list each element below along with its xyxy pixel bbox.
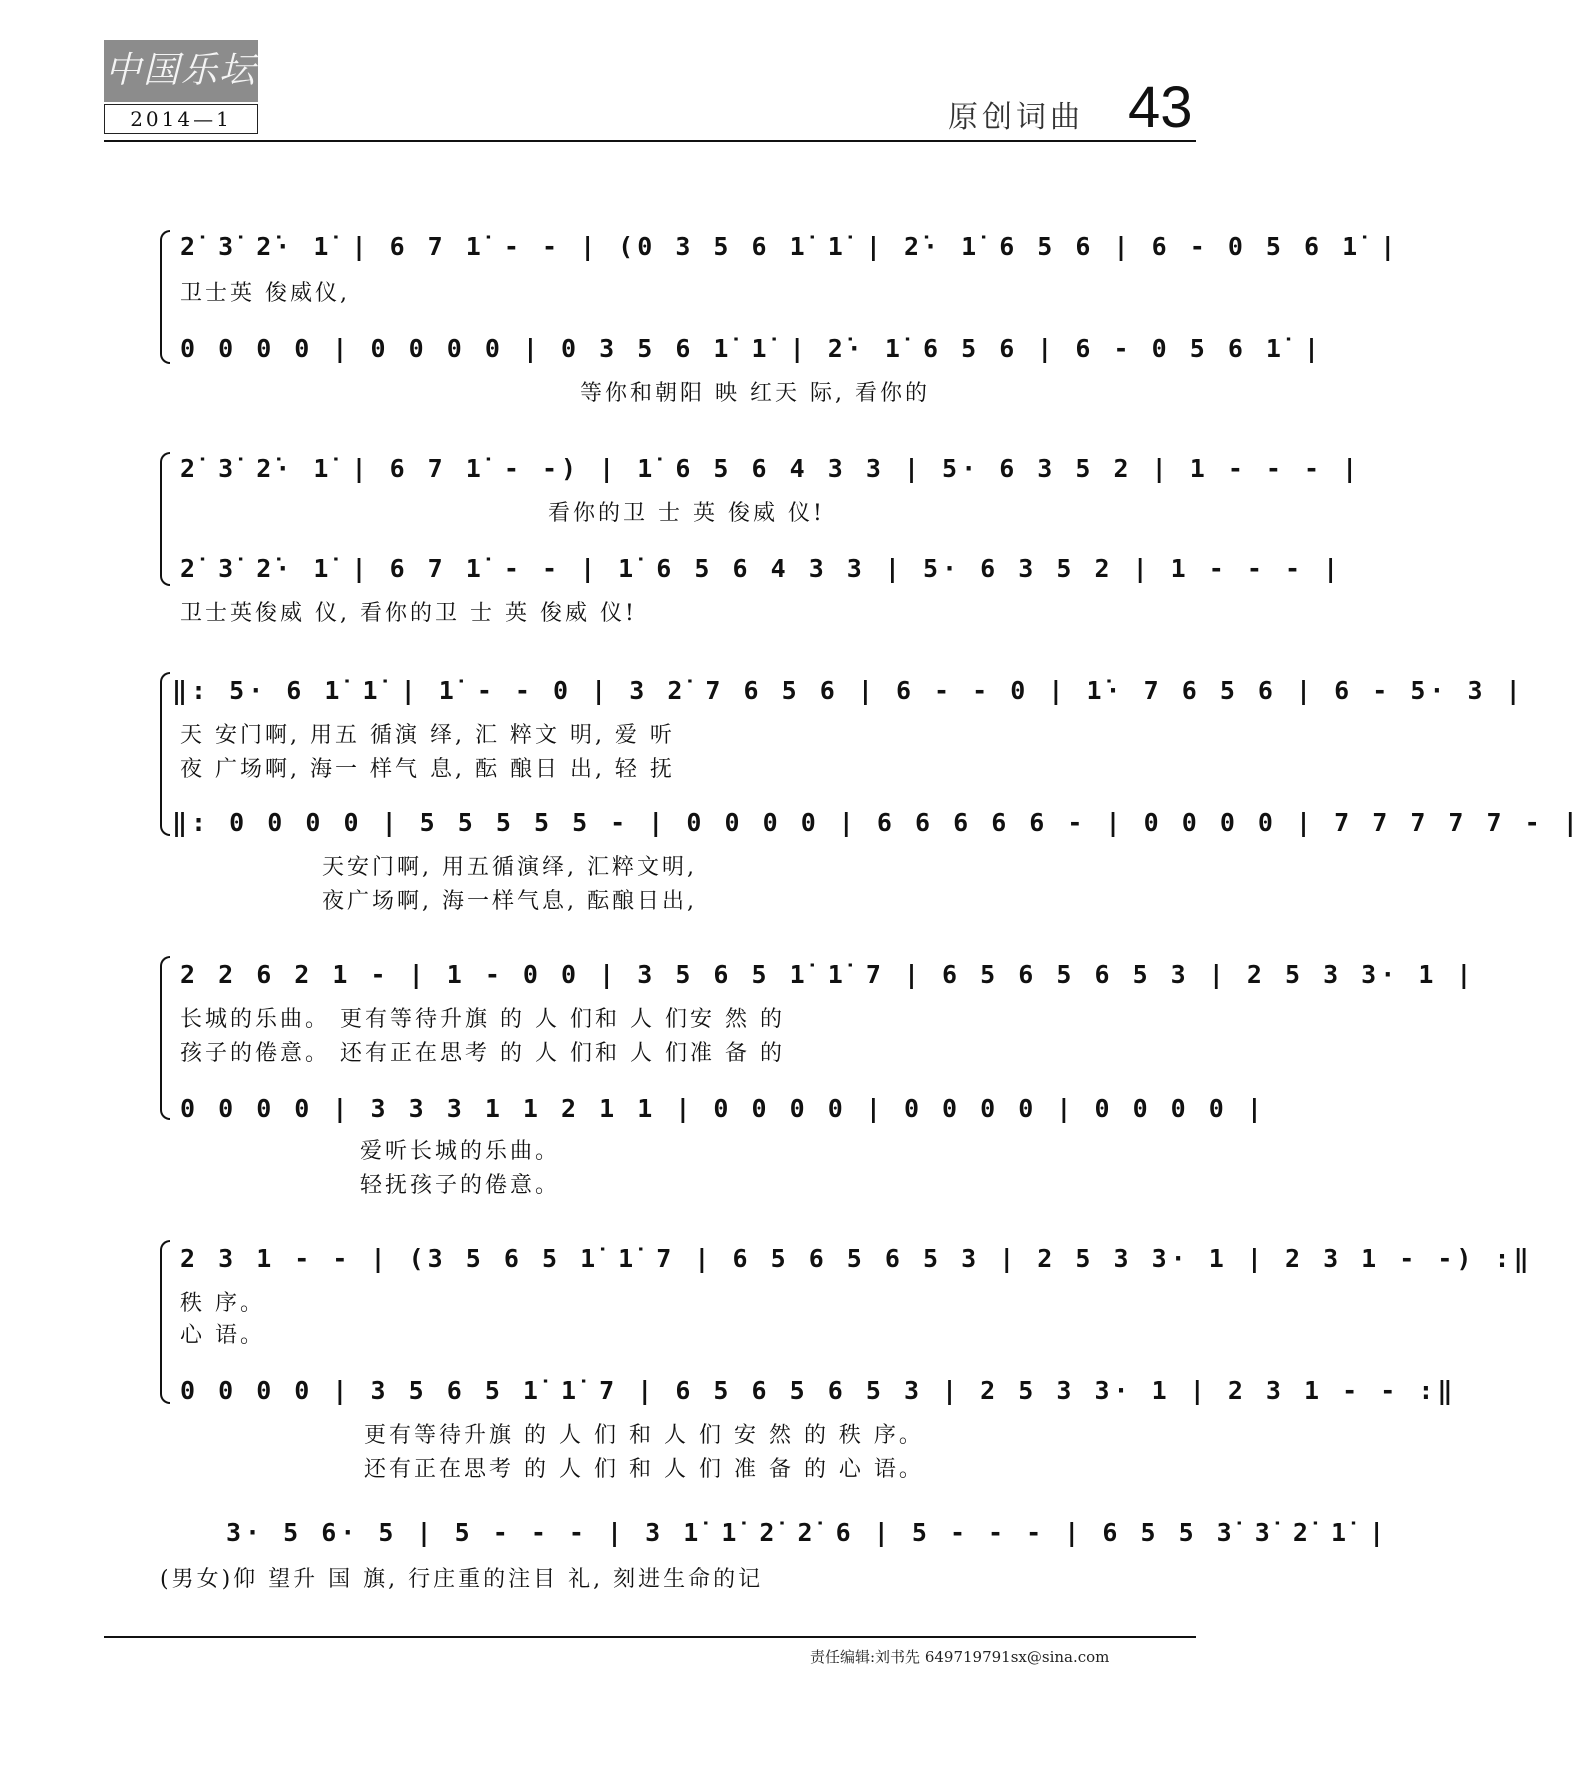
system-4-lower-lyrics-verse-1: 爱听长城的乐曲。: [360, 1139, 561, 1164]
system-5-upper-notes: 2 3 1 - - | (3 5 6 5 1̇ 1̇ 7 | 6 5 6 5 6 5 3 | 2 5 3 3· 1 | 2 3 1 - -) :‖: [180, 1244, 1533, 1273]
header-rule: [104, 140, 1196, 142]
system-3-upper-notes: ‖: 5· 6 1̇ 1̇ | 1̇ - - 0 | 3 2̇ 7 6 5 6 | 6 - - 0 | 1̇· 7 6 5 6 | 6 - 5· 3 |: [172, 676, 1525, 705]
system-6-lyrics: (男女)仰 望升 国 旗, 行庄重的注目 礼, 刻进生命的记: [160, 1567, 764, 1592]
system-4-upper-lyrics-verse-2: 孩子的倦意。 还有正在思考 的 人 们和 人 们准 备 的: [180, 1041, 785, 1066]
system-3-upper-lyrics-verse-1: 天 安门啊, 用五 循演 绎, 汇 粹文 明, 爱 听: [180, 723, 675, 748]
system-4-lower-lyrics-verse-2: 轻抚孩子的倦意。: [360, 1173, 561, 1198]
issue-label: 2014—1: [104, 104, 258, 134]
system-1-lower-lyrics: 等你和朝阳 映 红天 际, 看你的: [580, 381, 930, 406]
system-5-brace: [160, 1240, 170, 1404]
system-5-lower-lyrics-verse-2: 还有正在思考 的 人 们 和 人 们 准 备 的 心 语。: [364, 1457, 924, 1482]
magazine-logo: 中国乐坛: [104, 40, 258, 102]
system-4-brace: [160, 956, 170, 1120]
system-1-lower-notes: 0 0 0 0 | 0 0 0 0 | 0 3 5 6 1̇ 1̇ | 2̇· 1̇ 6 5 6 | 6 - 0 5 6 1̇ |: [180, 334, 1324, 363]
system-3-lower-lyrics-verse-2: 夜广场啊, 海一样气息, 酝酿日出,: [322, 889, 697, 914]
system-3-upper-lyrics-verse-2: 夜 广场啊, 海一 样气 息, 酝 酿日 出, 轻 抚: [180, 757, 675, 782]
system-5-upper-lyrics-verse-1: 秩 序。: [180, 1291, 265, 1316]
system-3-lower-notes: ‖: 0 0 0 0 | 5 5 5 5 5 - | 0 0 0 0 | 6 6 6 6 6 - | 0 0 0 0 | 7 7 7 7 7 - |: [172, 808, 1582, 837]
footer-rule: [104, 1636, 1196, 1638]
system-2-lower-lyrics: 卫士英俊威 仪, 看你的卫 士 英 俊威 仪!: [180, 601, 637, 626]
system-5-lower-lyrics-verse-1: 更有等待升旗 的 人 们 和 人 们 安 然 的 秩 序。: [364, 1423, 924, 1448]
system-3-lower-lyrics-verse-1: 天安门啊, 用五循演绎, 汇粹文明,: [322, 855, 697, 880]
system-2-brace: [160, 452, 170, 586]
page-number: 43: [1128, 75, 1193, 140]
system-1-upper-lyrics: 卫士英 俊威仪,: [180, 281, 350, 306]
system-1-brace: [160, 230, 170, 364]
system-4-upper-notes: 2 2 6 2 1 - | 1 - 0 0 | 3 5 6 5 1̇ 1̇ 7 | 6 5 6 5 6 5 3 | 2 5 3 3· 1 |: [180, 960, 1476, 989]
system-4-lower-notes: 0 0 0 0 | 3 3 3 1 1 2 1 1 | 0 0 0 0 | 0 0 0 0 | 0 0 0 0 |: [180, 1094, 1266, 1123]
editor-credit: 责任编辑:刘书先 649719791sx@sina.com: [810, 1648, 1110, 1666]
system-1-upper-notes: 2̇ 3̇ 2̇· 1̇ | 6 7 1̇ - - | (0 3 5 6 1̇ 1̇ | 2̇· 1̇ 6 5 6 | 6 - 0 5 6 1̇ |: [180, 232, 1400, 261]
system-2-upper-notes: 2̇ 3̇ 2̇· 1̇ | 6 7 1̇ - -) | 1̇ 6 5 6 4 3 3 | 5· 6 3 5 2 | 1 - - - |: [180, 454, 1362, 483]
system-4-upper-lyrics-verse-1: 长城的乐曲。 更有等待升旗 的 人 们和 人 们安 然 的: [180, 1007, 785, 1032]
system-6-notes: 3· 5 6· 5 | 5 - - - | 3 1̇ 1̇ 2̇ 2̇ 6 | 5 - - - | 6 5 5 3̇ 3̇ 2̇ 1̇ |: [226, 1518, 1389, 1547]
system-5-lower-notes: 0 0 0 0 | 3 5 6 5 1̇ 1̇ 7 | 6 5 6 5 6 5 3 | 2 5 3 3· 1 | 2 3 1 - - :‖: [180, 1376, 1457, 1405]
section-title: 原创词曲: [948, 100, 1084, 135]
system-5-upper-lyrics-verse-2: 心 语。: [180, 1323, 265, 1348]
system-2-upper-lyrics: 看你的卫 士 英 俊威 仪!: [548, 501, 825, 526]
system-2-lower-notes: 2̇ 3̇ 2̇· 1̇ | 6 7 1̇ - - | 1̇ 6 5 6 4 3 3 | 5· 6 3 5 2 | 1 - - - |: [180, 554, 1343, 583]
system-3-brace: [160, 672, 170, 836]
